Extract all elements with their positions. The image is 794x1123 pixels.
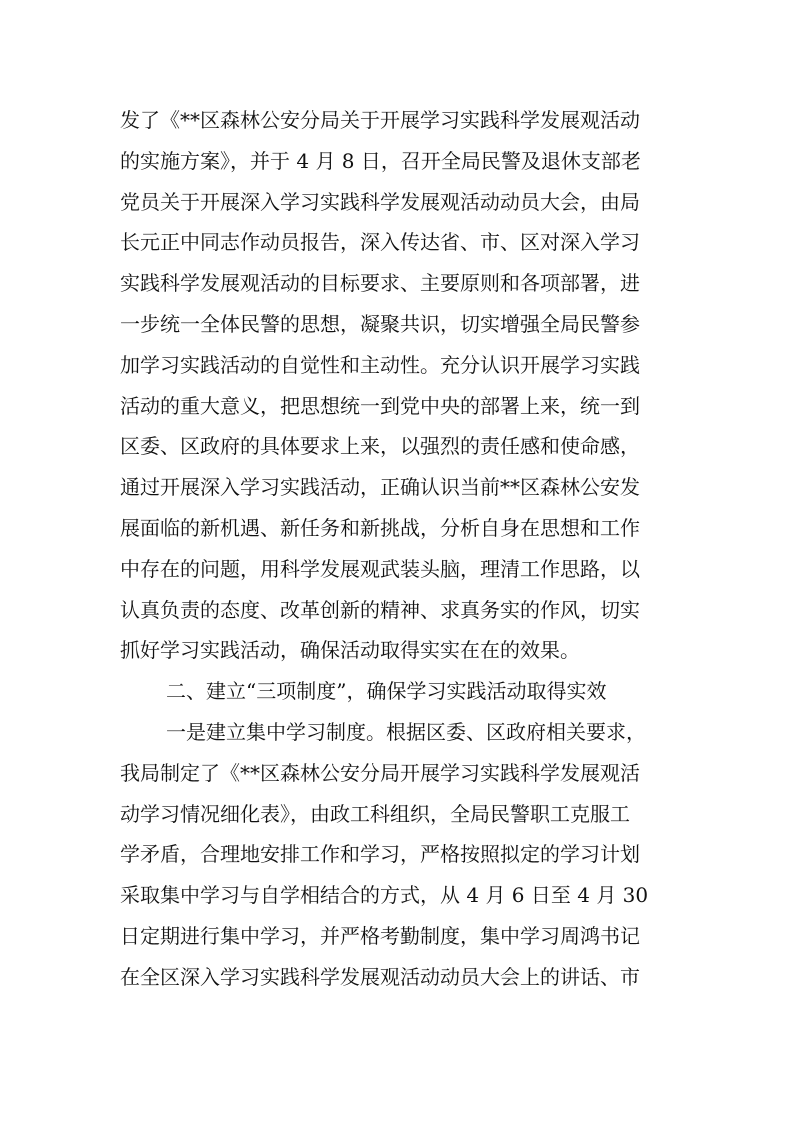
- text-line: 在全区深入学习实践科学发展观活动动员大会上的讲话、市: [120, 964, 640, 989]
- text-line: 我局制定了《**区森林公安分局开展学习实践科学发展观活: [120, 760, 640, 785]
- text-line: 一步统一全体民警的思想，凝聚共识，切实增强全局民警参: [120, 311, 640, 336]
- text-line: 长元正中同志作动员报告，深入传达省、市、区对深入学习: [120, 230, 640, 255]
- text-line: 学矛盾，合理地安排工作和学习，严格按照拟定的学习计划: [120, 842, 640, 867]
- text-line: 发了《**区森林公安分局关于开展学习实践科学发展观活动: [120, 108, 640, 132]
- text-line: 党员关于开展深入学习实践科学发展观活动动员大会，由局: [120, 189, 640, 214]
- text-line: 区委、区政府的具体要求上来，以强烈的责任感和使命感，: [120, 434, 640, 459]
- text-line: 中存在的问题，用科学发展观武装头脑，理清工作思路，以: [120, 556, 640, 581]
- text-line: 认真负责的态度、改革创新的精神、求真务实的作风，切实: [120, 597, 640, 622]
- text-line: 通过开展深入学习实践活动，正确认识当前**区森林公安发: [120, 475, 640, 500]
- text-line: 日定期进行集中学习，并严格考勤制度，集中学习周鸿书记: [120, 923, 640, 948]
- text-line: 实践科学发展观活动的目标要求、主要原则和各项部署，进: [120, 271, 640, 296]
- text-line: 抓好学习实践活动，确保活动取得实实在在的效果。: [120, 638, 580, 663]
- paragraph-start-line: 一是建立集中学习制度。根据区委、区政府相关要求，: [166, 719, 646, 744]
- text-line: 加学习实践活动的自觉性和主动性。充分认识开展学习实践: [120, 352, 640, 377]
- text-line: 活动的重大意义，把思想统一到党中央的部署上来，统一到: [120, 393, 640, 418]
- text-line: 动学习情况细化表》，由政工科组织，全局民警职工克服工: [120, 801, 630, 826]
- text-line: 的实施方案》，并于 4 月 8 日，召开全局民警及退休支部老: [120, 148, 641, 173]
- text-line: 展面临的新机遇、新任务和新挑战，分析自身在思想和工作: [120, 515, 640, 540]
- document-body: [120, 100, 690, 998]
- text-line: 采取集中学习与自学相结合的方式，从 4 月 6 日至 4 月 30: [120, 883, 649, 908]
- section-heading: 二、建立“三项制度”，确保学习实践活动取得实效: [166, 679, 607, 704]
